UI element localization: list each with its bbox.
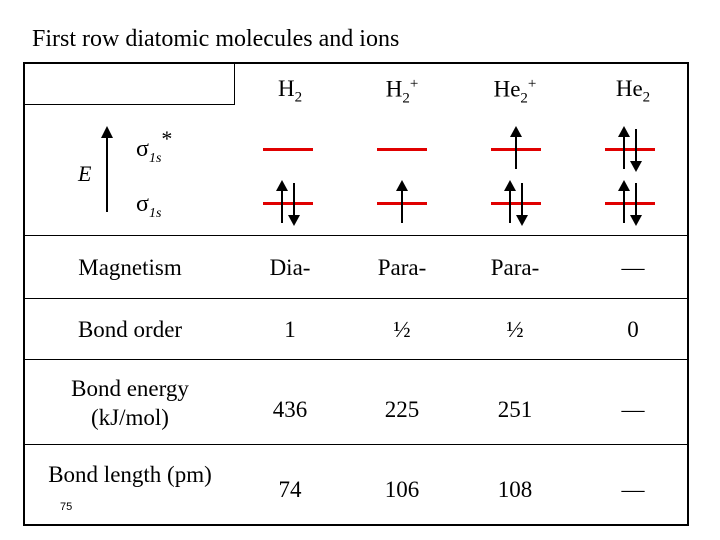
page-number: 75 xyxy=(60,501,73,513)
page-title: First row diatomic molecules and ions xyxy=(32,26,400,52)
spin-down-arrow-icon xyxy=(521,183,523,223)
row-rule-2 xyxy=(23,298,689,299)
magnetism-h2-plus: Para- xyxy=(377,255,427,280)
energy-axis-arrow xyxy=(106,130,108,212)
header-h2-plus: $H_2^+$ xyxy=(385,76,419,107)
bond-length-he2: — xyxy=(621,477,645,502)
bond-order-he2-plus: ½ xyxy=(506,317,524,342)
spin-down-arrow-icon xyxy=(293,183,295,223)
bond-order-h2-plus: ½ xyxy=(393,317,411,342)
orbital-level-sigma-star-h2plus xyxy=(377,148,427,151)
row-label-bond-energy: Bond energy (kJ/mol) xyxy=(71,376,189,430)
bond-length-h2: 74 xyxy=(278,477,302,502)
bond-energy-h2-plus: 225 xyxy=(384,397,420,422)
table-frame xyxy=(23,62,689,526)
spin-up-arrow-icon xyxy=(623,183,625,223)
spin-up-arrow-icon xyxy=(623,129,625,169)
magnetism-h2: Dia- xyxy=(269,255,311,280)
row-rule-3 xyxy=(23,359,689,360)
header-he2: $He_2$ xyxy=(615,76,651,106)
corner-rule xyxy=(23,104,235,105)
spin-up-arrow-icon xyxy=(515,129,517,169)
orbital-level-sigma-he2 xyxy=(605,202,655,205)
bond-length-he2-plus: 108 xyxy=(497,477,533,502)
row-label-bond-length: Bond length (pm) xyxy=(48,462,212,487)
energy-label: E xyxy=(78,161,92,186)
magnetism-he2: — xyxy=(621,255,645,280)
header-h2: $H_2$ xyxy=(277,76,303,106)
spin-up-arrow-icon xyxy=(281,183,283,223)
spin-up-arrow-icon xyxy=(509,183,511,223)
bond-energy-he2-plus: 251 xyxy=(497,397,533,422)
spin-up-arrow-icon xyxy=(401,183,403,223)
spin-down-arrow-icon xyxy=(635,129,637,169)
row-rule-4 xyxy=(23,444,689,445)
bond-order-he2: 0 xyxy=(627,317,639,342)
sigma-label: $\sigma_{1s}$ xyxy=(136,191,162,221)
bond-energy-h2: 436 xyxy=(272,397,308,422)
row-label-magnetism: Magnetism xyxy=(78,255,182,280)
orbital-level-sigma-h2 xyxy=(263,202,313,205)
orbital-level-sigma-star-he2 xyxy=(605,148,655,151)
bond-length-h2-plus: 106 xyxy=(384,477,420,502)
row-rule-1 xyxy=(23,235,689,236)
bond-order-h2: 1 xyxy=(284,317,296,342)
row-label-bond-order: Bond order xyxy=(77,317,183,342)
header-he2-plus: $He_2^+$ xyxy=(493,76,537,107)
bond-energy-he2: — xyxy=(621,397,645,422)
magnetism-he2-plus: Para- xyxy=(490,255,540,280)
sigma-star-label: $\sigma_{1s}*$ xyxy=(136,126,173,166)
spin-down-arrow-icon xyxy=(635,183,637,223)
orbital-level-sigma-he2plus xyxy=(491,202,541,205)
orbital-level-sigma-star-h2 xyxy=(263,148,313,151)
